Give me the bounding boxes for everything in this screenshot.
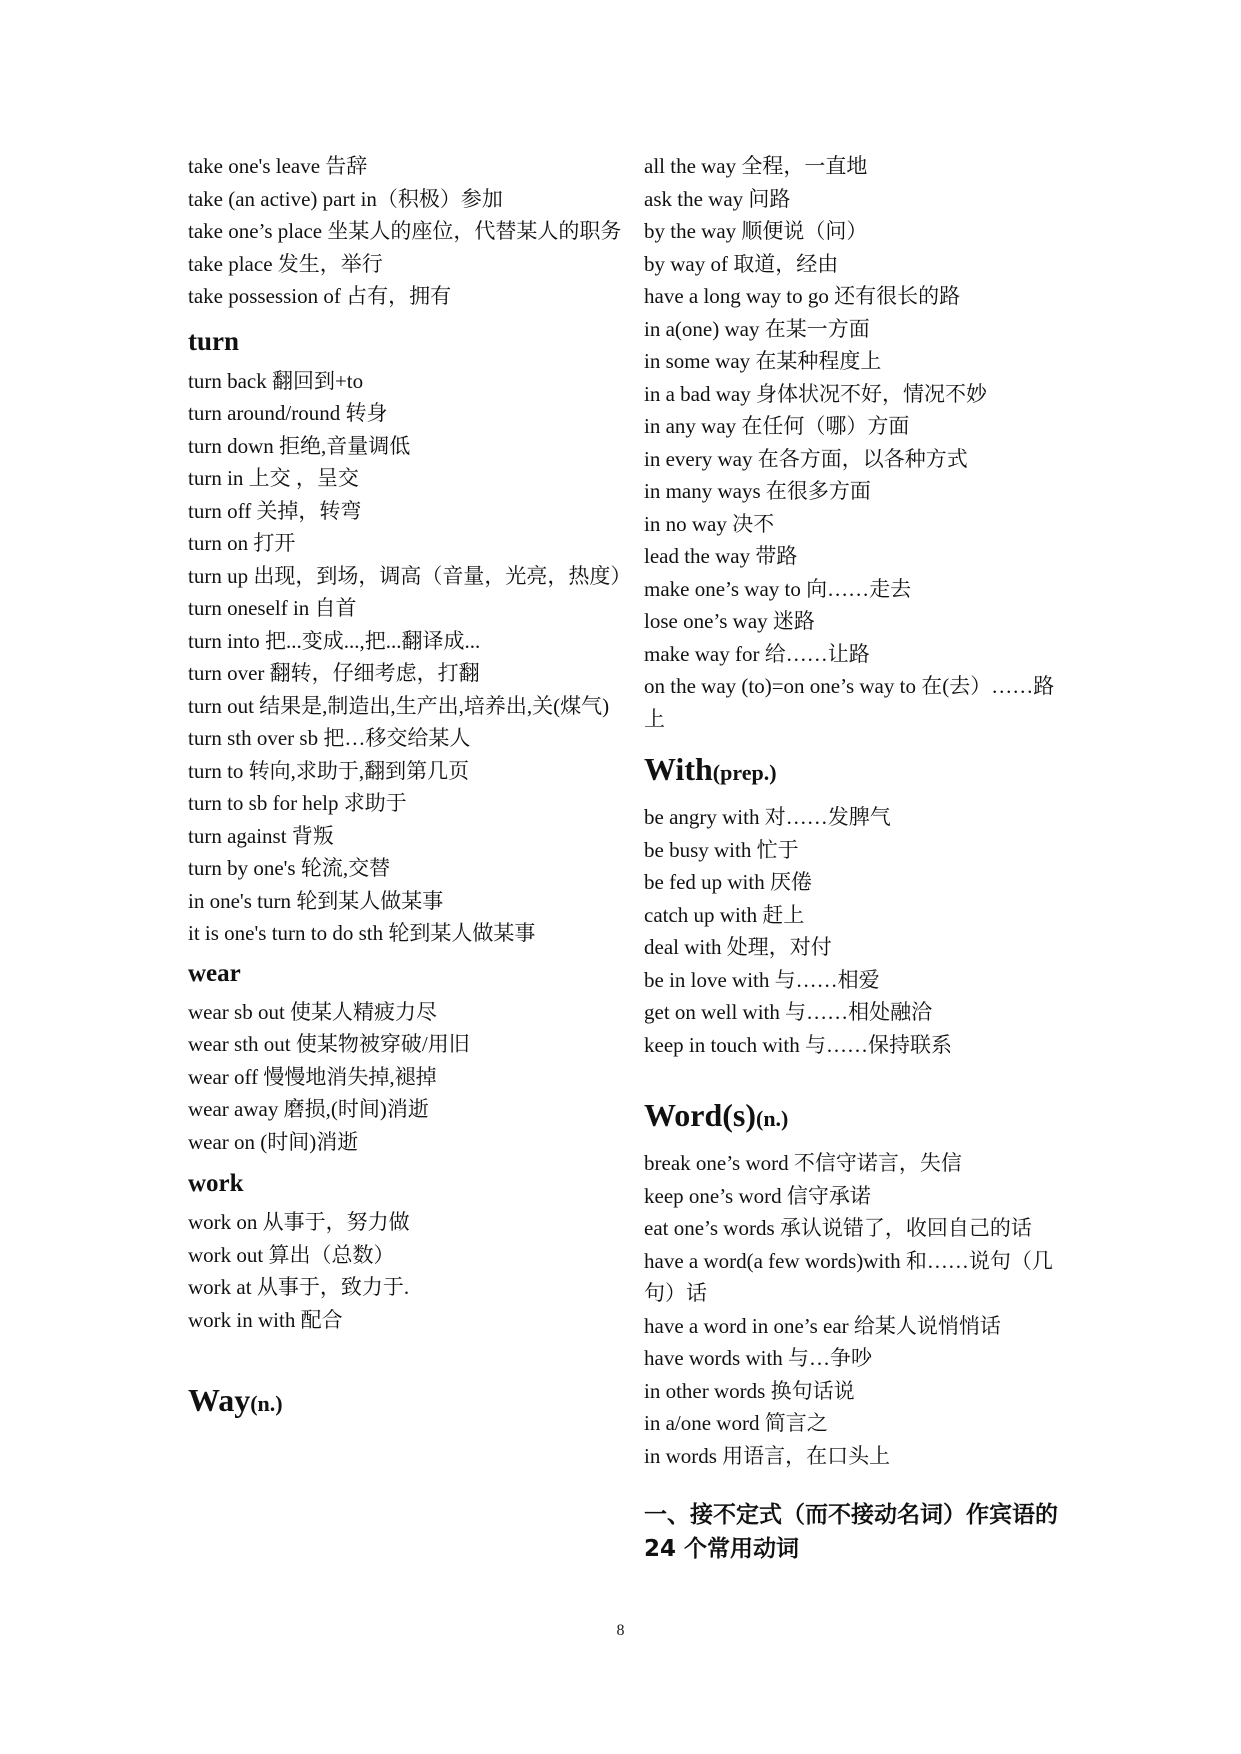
phrase-entry: turn out 结果是,制造出,生产出,培养出,关(煤气) xyxy=(188,693,610,718)
section-heading-wear: wear xyxy=(188,959,241,987)
phrase-entry: work at 从事于，致力于. xyxy=(188,1275,410,1299)
phrase-entry: take possession of 占有，拥有 xyxy=(188,284,452,308)
section-heading-words xyxy=(644,1087,1064,1147)
phrase-entry: take one's leave 告辞 xyxy=(188,154,368,178)
phrase-entry: break one’s word 不信守诺言，失信 xyxy=(644,1151,962,1175)
phrase-entry: work in with 配合 xyxy=(188,1307,343,1332)
phrase-entry: in any way 在任何（哪）方面 xyxy=(644,414,910,438)
way-phrase-list xyxy=(644,150,1064,735)
phrase-entry: be in love with 与……相爱 xyxy=(644,967,880,992)
phrase-entry: in a/one word 简言之 xyxy=(644,1411,828,1435)
phrase-entry: work on 从事于，努力做 xyxy=(188,1210,410,1234)
phrase-entry: have a word(a few words)with 和……说句（几句）话 xyxy=(644,1248,1053,1305)
phrase-entry: eat one’s words 承认说错了，收回自己的话 xyxy=(644,1216,1032,1240)
phrase-entry: make way for 给……让路 xyxy=(644,641,870,666)
phrase-entry: catch up with 赶上 xyxy=(644,902,805,927)
phrase-entry: take place 发生，举行 xyxy=(188,251,383,276)
phrase-entry: deal with 处理，对付 xyxy=(644,935,832,959)
phrase-entry: turn to sb for help 求助于 xyxy=(188,791,407,815)
phrase-entry: turn against 背叛 xyxy=(188,823,334,848)
phrase-entry: turn sth over sb 把…移交给某人 xyxy=(188,726,471,750)
section-heading-turn: turn xyxy=(188,325,240,356)
phrase-entry: have a word in one’s ear 给某人说悄悄话 xyxy=(644,1313,1001,1338)
phrase-entry: get on well with 与……相处融洽 xyxy=(644,1000,933,1024)
section-heading-with xyxy=(644,741,1064,801)
phrase-entry: make one’s way to 向……走去 xyxy=(644,576,912,601)
phrase-entry: lose one’s way 迷路 xyxy=(644,609,815,633)
phrase-entry: in a(one) way 在某一方面 xyxy=(644,316,870,341)
phrase-entry: turn off 关掉，转弯 xyxy=(188,498,362,523)
phrase-entry: wear off 慢慢地消失掉,褪掉 xyxy=(188,1064,437,1089)
heading-word: Word(s) xyxy=(644,1097,756,1133)
phrase-entry: be fed up with 厌倦 xyxy=(644,870,812,894)
heading-part-of-speech: (n.) xyxy=(250,1391,283,1416)
heading-part-of-speech: (prep.) xyxy=(712,760,777,785)
phrase-entry: turn by one's 轮流,交替 xyxy=(188,856,391,880)
work-phrase-list xyxy=(188,1206,628,1336)
section-heading-work: work xyxy=(188,1170,244,1197)
left-column xyxy=(188,150,632,1432)
phrase-entry: turn around/round 转身 xyxy=(188,401,388,425)
phrase-entry: in no way 决不 xyxy=(644,511,775,536)
phrase-entry: turn down 拒绝,音量调低 xyxy=(188,433,411,458)
phrase-entry: in many ways 在很多方面 xyxy=(644,479,871,503)
section-heading-way xyxy=(188,1372,628,1432)
phrase-entry: in one's turn 轮到某人做某事 xyxy=(188,888,444,913)
take-phrase-list xyxy=(188,150,628,313)
phrase-entry: all the way 全程，一直地 xyxy=(644,154,868,178)
phrase-entry: wear sth out 使某物被穿破/用旧 xyxy=(188,1032,470,1056)
phrase-entry: turn up 出现，到场，调高（音量，光亮，热度） xyxy=(188,563,632,588)
phrase-entry: in every way 在各方面，以各种方式 xyxy=(644,446,968,471)
with-phrase-list xyxy=(644,801,1064,1061)
phrase-entry: turn over 翻转，仔细考虑，打翻 xyxy=(188,661,480,685)
phrase-entry: turn in 上交 ，呈交 xyxy=(188,466,359,490)
right-column xyxy=(644,150,1064,1566)
phrase-entry: have words with 与…争吵 xyxy=(644,1346,873,1370)
page-number: 8 xyxy=(616,1622,625,1639)
phrase-entry: have a long way to go 还有很长的路 xyxy=(644,284,961,308)
wear-phrase-list xyxy=(188,996,628,1159)
phrase-entry: keep in touch with 与……保持联系 xyxy=(644,1032,952,1057)
turn-phrase-list xyxy=(188,365,632,950)
phrase-entry: ask the way 问路 xyxy=(644,186,791,211)
heading-part-of-speech: (n.) xyxy=(756,1106,789,1131)
words-phrase-list xyxy=(644,1147,1064,1472)
heading-word: With xyxy=(644,751,713,787)
phrase-entry: take (an active) part in（积极）参加 xyxy=(188,186,503,211)
phrase-entry: in words 用语言，在口头上 xyxy=(644,1443,891,1468)
phrase-entry: wear away 磨损,(时间)消逝 xyxy=(188,1097,429,1121)
phrase-entry: work out 算出（总数） xyxy=(188,1242,395,1267)
phrase-entry: wear sb out 使某人精疲力尽 xyxy=(188,999,438,1024)
chinese-section-heading: 一、接不定式（而不接动名词）作宾语的 24 个常用动词 xyxy=(644,1502,1058,1562)
phrase-entry: turn into 把...变成...,把...翻译成... xyxy=(188,628,481,653)
phrase-entry: in other words 换句话说 xyxy=(644,1378,855,1403)
phrase-entry: by the way 顺便说（问） xyxy=(644,219,868,243)
phrase-entry: be busy with 忙于 xyxy=(644,837,799,862)
phrase-entry: turn to 转向,求助于,翻到第几页 xyxy=(188,758,470,783)
phrase-entry: lead the way 带路 xyxy=(644,544,798,568)
phrase-entry: it is one's turn to do sth 轮到某人做某事 xyxy=(188,921,536,945)
heading-word: Way xyxy=(188,1382,251,1418)
phrase-entry: turn on 打开 xyxy=(188,531,296,555)
phrase-entry: keep one’s word 信守承诺 xyxy=(644,1183,871,1208)
phrase-entry: turn back 翻回到+to xyxy=(188,368,364,393)
phrase-entry: wear on (时间)消逝 xyxy=(188,1129,359,1154)
phrase-entry: turn oneself in 自首 xyxy=(188,596,357,620)
phrase-entry: in some way 在某种程度上 xyxy=(644,349,882,373)
phrase-entry: in a bad way 身体状况不好，情况不妙 xyxy=(644,381,987,406)
phrase-entry: on the way (to)=on one’s way to 在(去）……路上 xyxy=(644,674,1055,731)
phrase-entry: take one’s place 坐某人的座位，代替某人的职务 xyxy=(188,219,622,243)
phrase-entry: by way of 取道，经由 xyxy=(644,251,839,276)
phrase-entry: be angry with 对……发脾气 xyxy=(644,805,891,829)
